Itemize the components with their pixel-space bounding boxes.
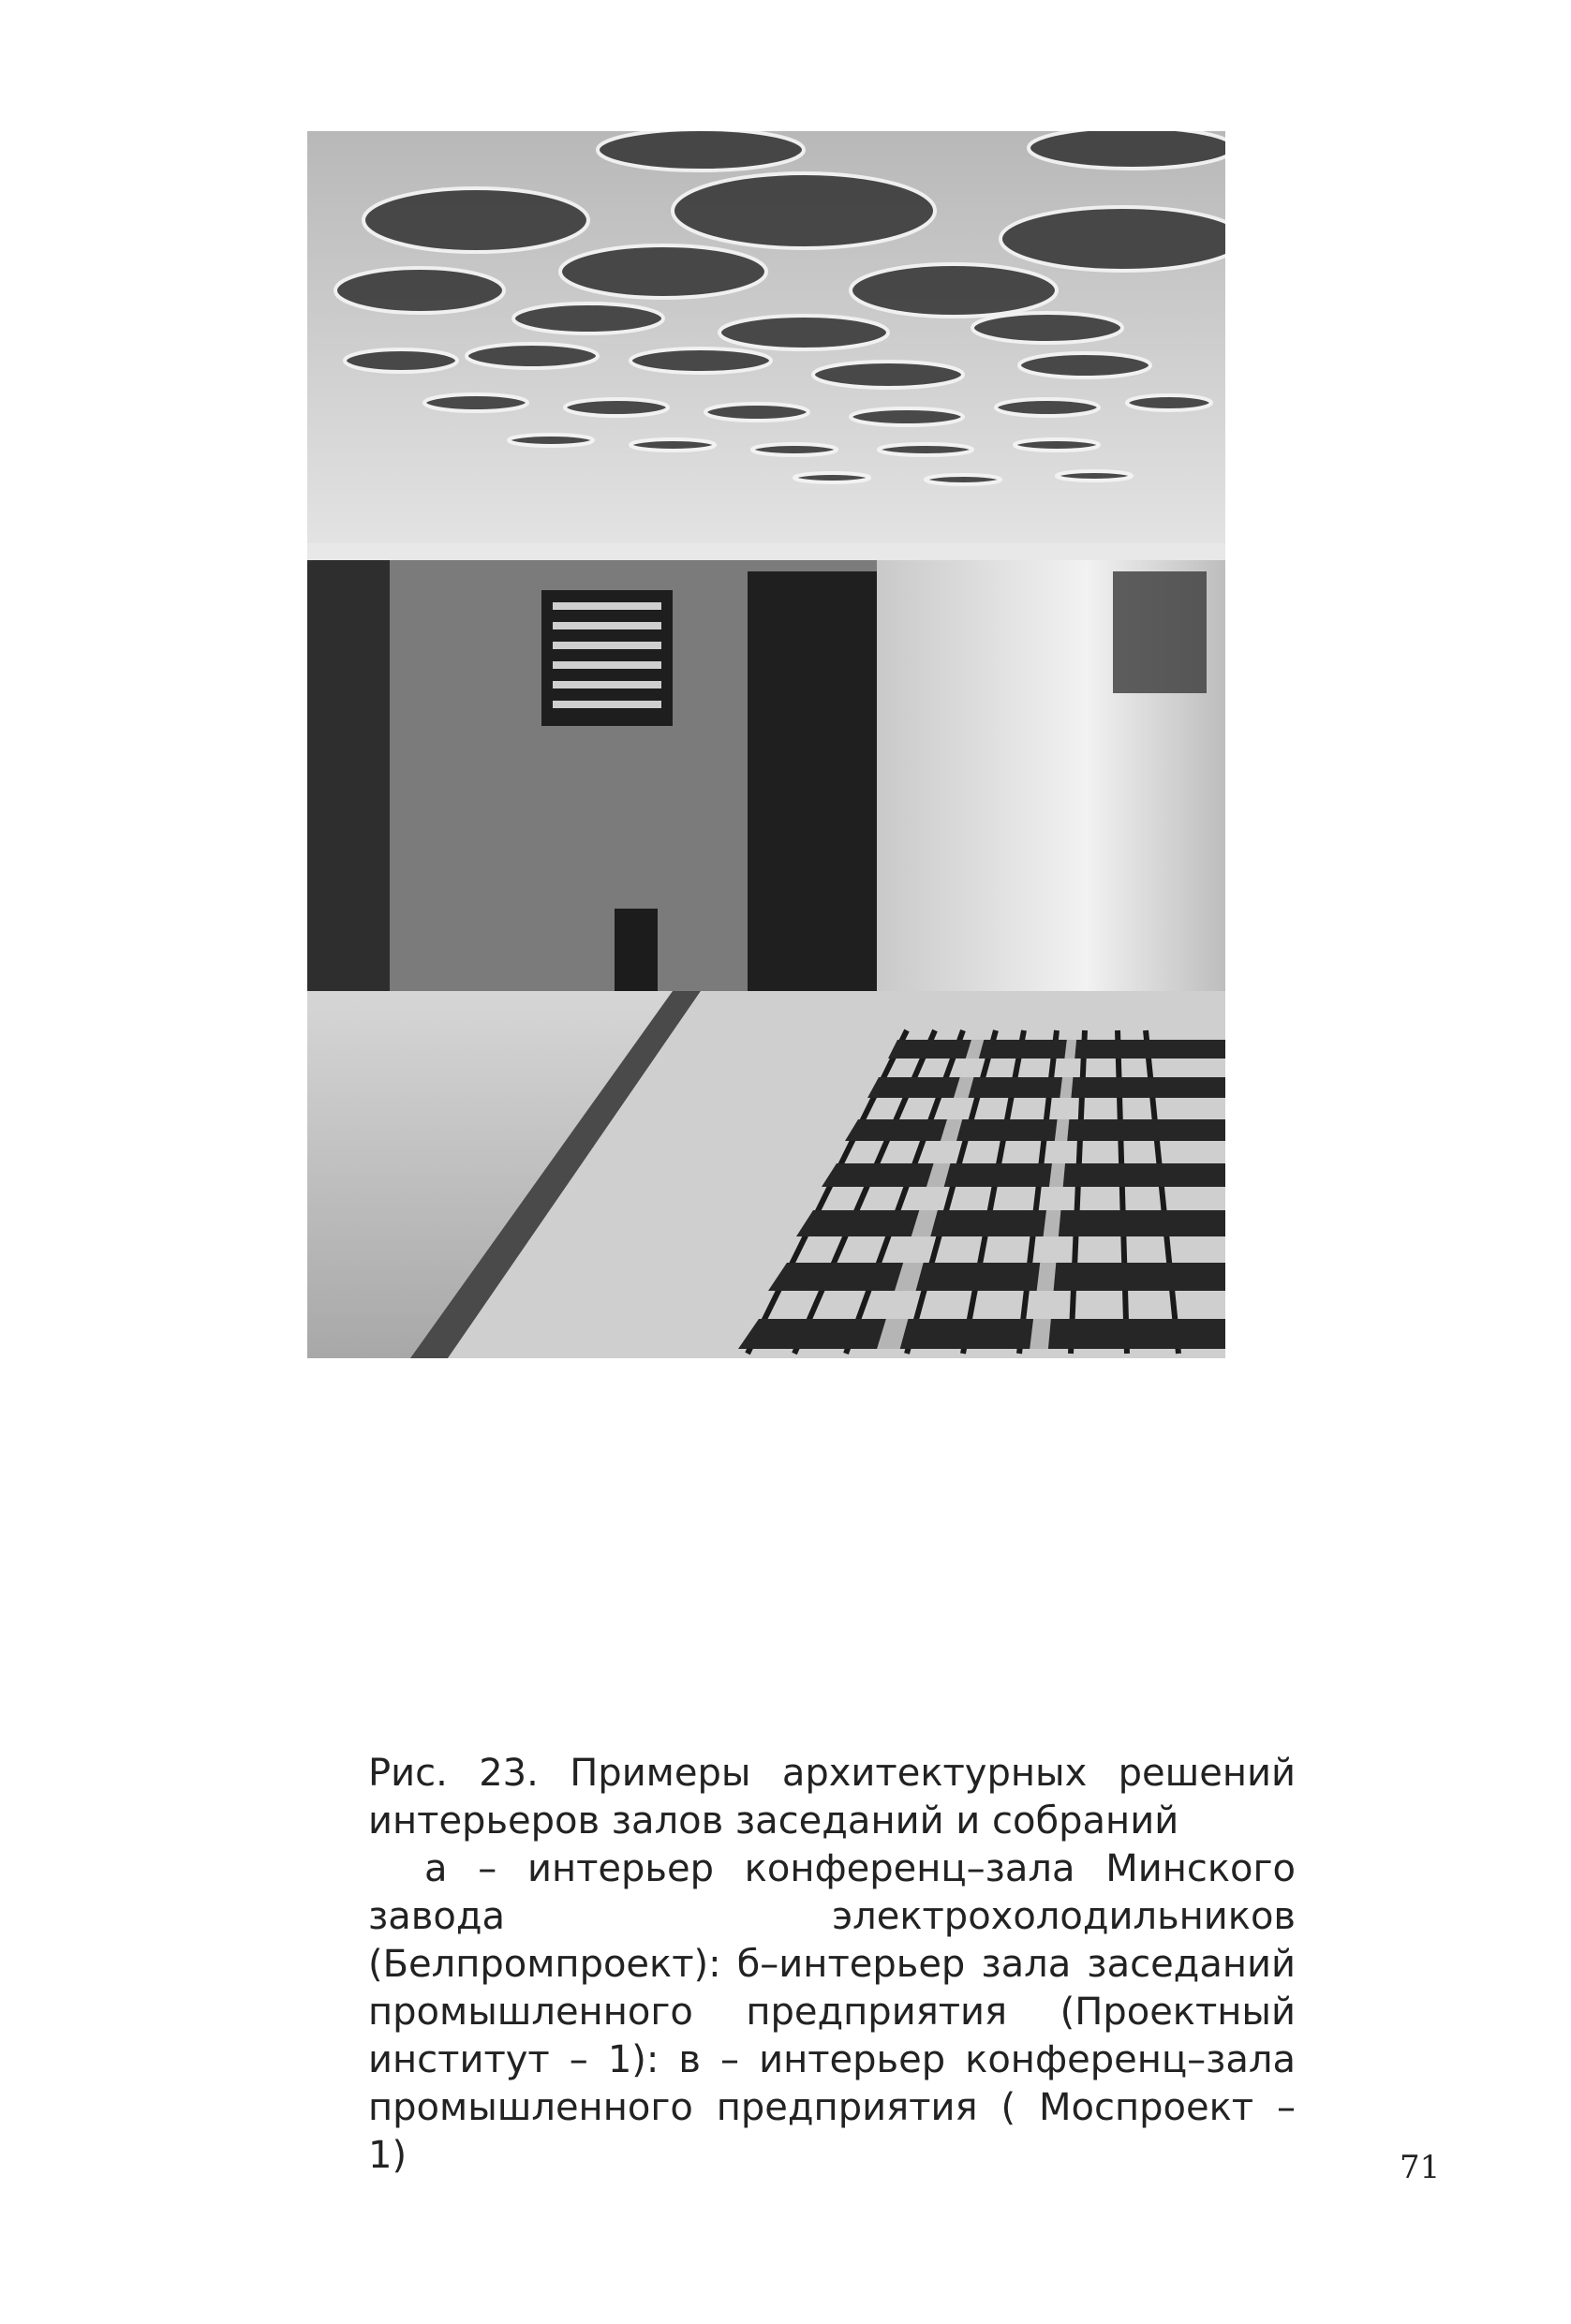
figure-photo-conference-hall [307, 131, 1225, 1358]
caption-description: а – интерьер конференц–зала Минского завода электрохолодильников (Белпромпроект): б–интерьер зала заседаний промышленного предприятия (Проектный институт – 1): в – интерьер конференц–зала промышленного предприятия ( Моспроект – 1) [368, 1847, 1296, 2177]
caption-title: Рис. 23. Примеры архитектурных решений интерьеров залов заседаний и собраний [368, 1752, 1296, 1843]
page-number: 71 [1400, 2149, 1441, 2186]
figure-caption [368, 1750, 1296, 2180]
wall-sign [541, 590, 673, 726]
